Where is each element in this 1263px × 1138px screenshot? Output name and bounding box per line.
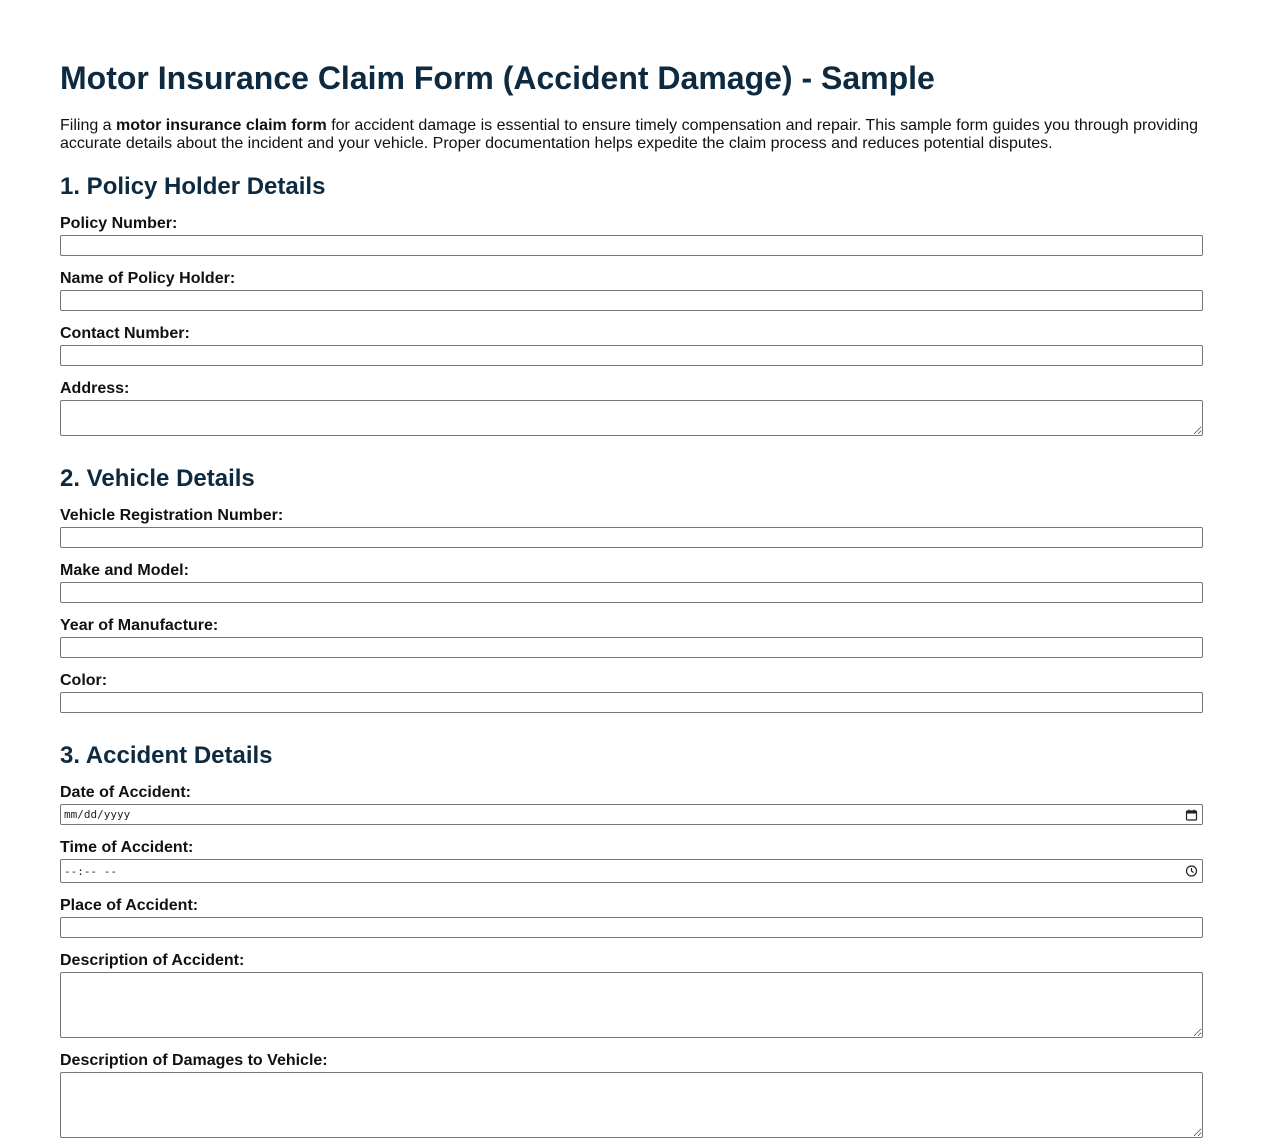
section-title-policy-holder: 1. Policy Holder Details [60,173,326,200]
intro-suffix: for accident damage is essential to ensure timely compensation and repair. This sample form guides you through providing accurate details about the incident and your vehicle. Proper documentation helps expedite the claim process and reduces potential disputes. [60,117,1199,152]
field-description-of-damages [60,1052,1203,1138]
section-title-vehicle: 2. Vehicle Details [60,465,255,492]
section-accident [60,742,1203,1138]
place-of-accident-label: Place of Accident: [60,897,199,914]
description-of-accident-label: Description of Accident: [60,952,245,969]
description-of-damages-label: Description of Damages to Vehicle: [60,1052,328,1069]
intro-prefix: Filing a [60,117,117,134]
date-of-accident-input[interactable] [60,804,1203,825]
year-of-manufacture-label: Year of Manufacture: [60,617,219,634]
field-registration-number [60,507,1203,548]
contact-number-label: Contact Number: [60,325,190,342]
field-date-of-accident [60,784,1203,825]
policy-holder-name-input[interactable] [60,290,1203,311]
field-place-of-accident [60,897,1203,938]
year-of-manufacture-input[interactable] [60,637,1203,658]
field-year-of-manufacture [60,617,1203,658]
registration-number-label: Vehicle Registration Number: [60,507,284,524]
policy-holder-name-label: Name of Policy Holder: [60,270,236,287]
address-textarea[interactable] [60,400,1203,436]
registration-number-input[interactable] [60,527,1203,548]
color-input[interactable] [60,692,1203,713]
section-policy-holder [60,173,1203,436]
policy-number-input[interactable] [60,235,1203,256]
time-of-accident-label: Time of Accident: [60,839,194,856]
field-description-of-accident [60,952,1203,1038]
field-address [60,380,1203,436]
intro-bold: motor insurance claim form [116,117,327,134]
make-model-label: Make and Model: [60,562,189,579]
date-of-accident-label: Date of Accident: [60,784,191,801]
place-of-accident-input[interactable] [60,917,1203,938]
intro-paragraph [60,117,1203,153]
field-time-of-accident [60,839,1203,883]
field-contact-number [60,325,1203,366]
calendar-icon[interactable] [1185,808,1198,821]
time-of-accident-input[interactable] [60,859,1203,883]
field-policy-number [60,215,1203,256]
section-vehicle [60,465,1203,713]
clock-icon[interactable] [1185,865,1198,878]
field-policy-holder-name [60,270,1203,311]
page-title: Motor Insurance Claim Form (Accident Damage) - Sample [60,60,935,96]
field-make-model [60,562,1203,603]
color-label: Color: [60,672,108,689]
make-model-input[interactable] [60,582,1203,603]
policy-number-label: Policy Number: [60,215,178,232]
contact-number-input[interactable] [60,345,1203,366]
address-label: Address: [60,380,130,397]
section-title-accident: 3. Accident Details [60,742,273,769]
time-placeholder: --:-- -- [64,865,117,878]
description-of-damages-textarea[interactable] [60,1072,1203,1138]
field-color [60,672,1203,713]
date-placeholder: mm/dd/yyyy [64,808,131,821]
description-of-accident-textarea[interactable] [60,972,1203,1038]
